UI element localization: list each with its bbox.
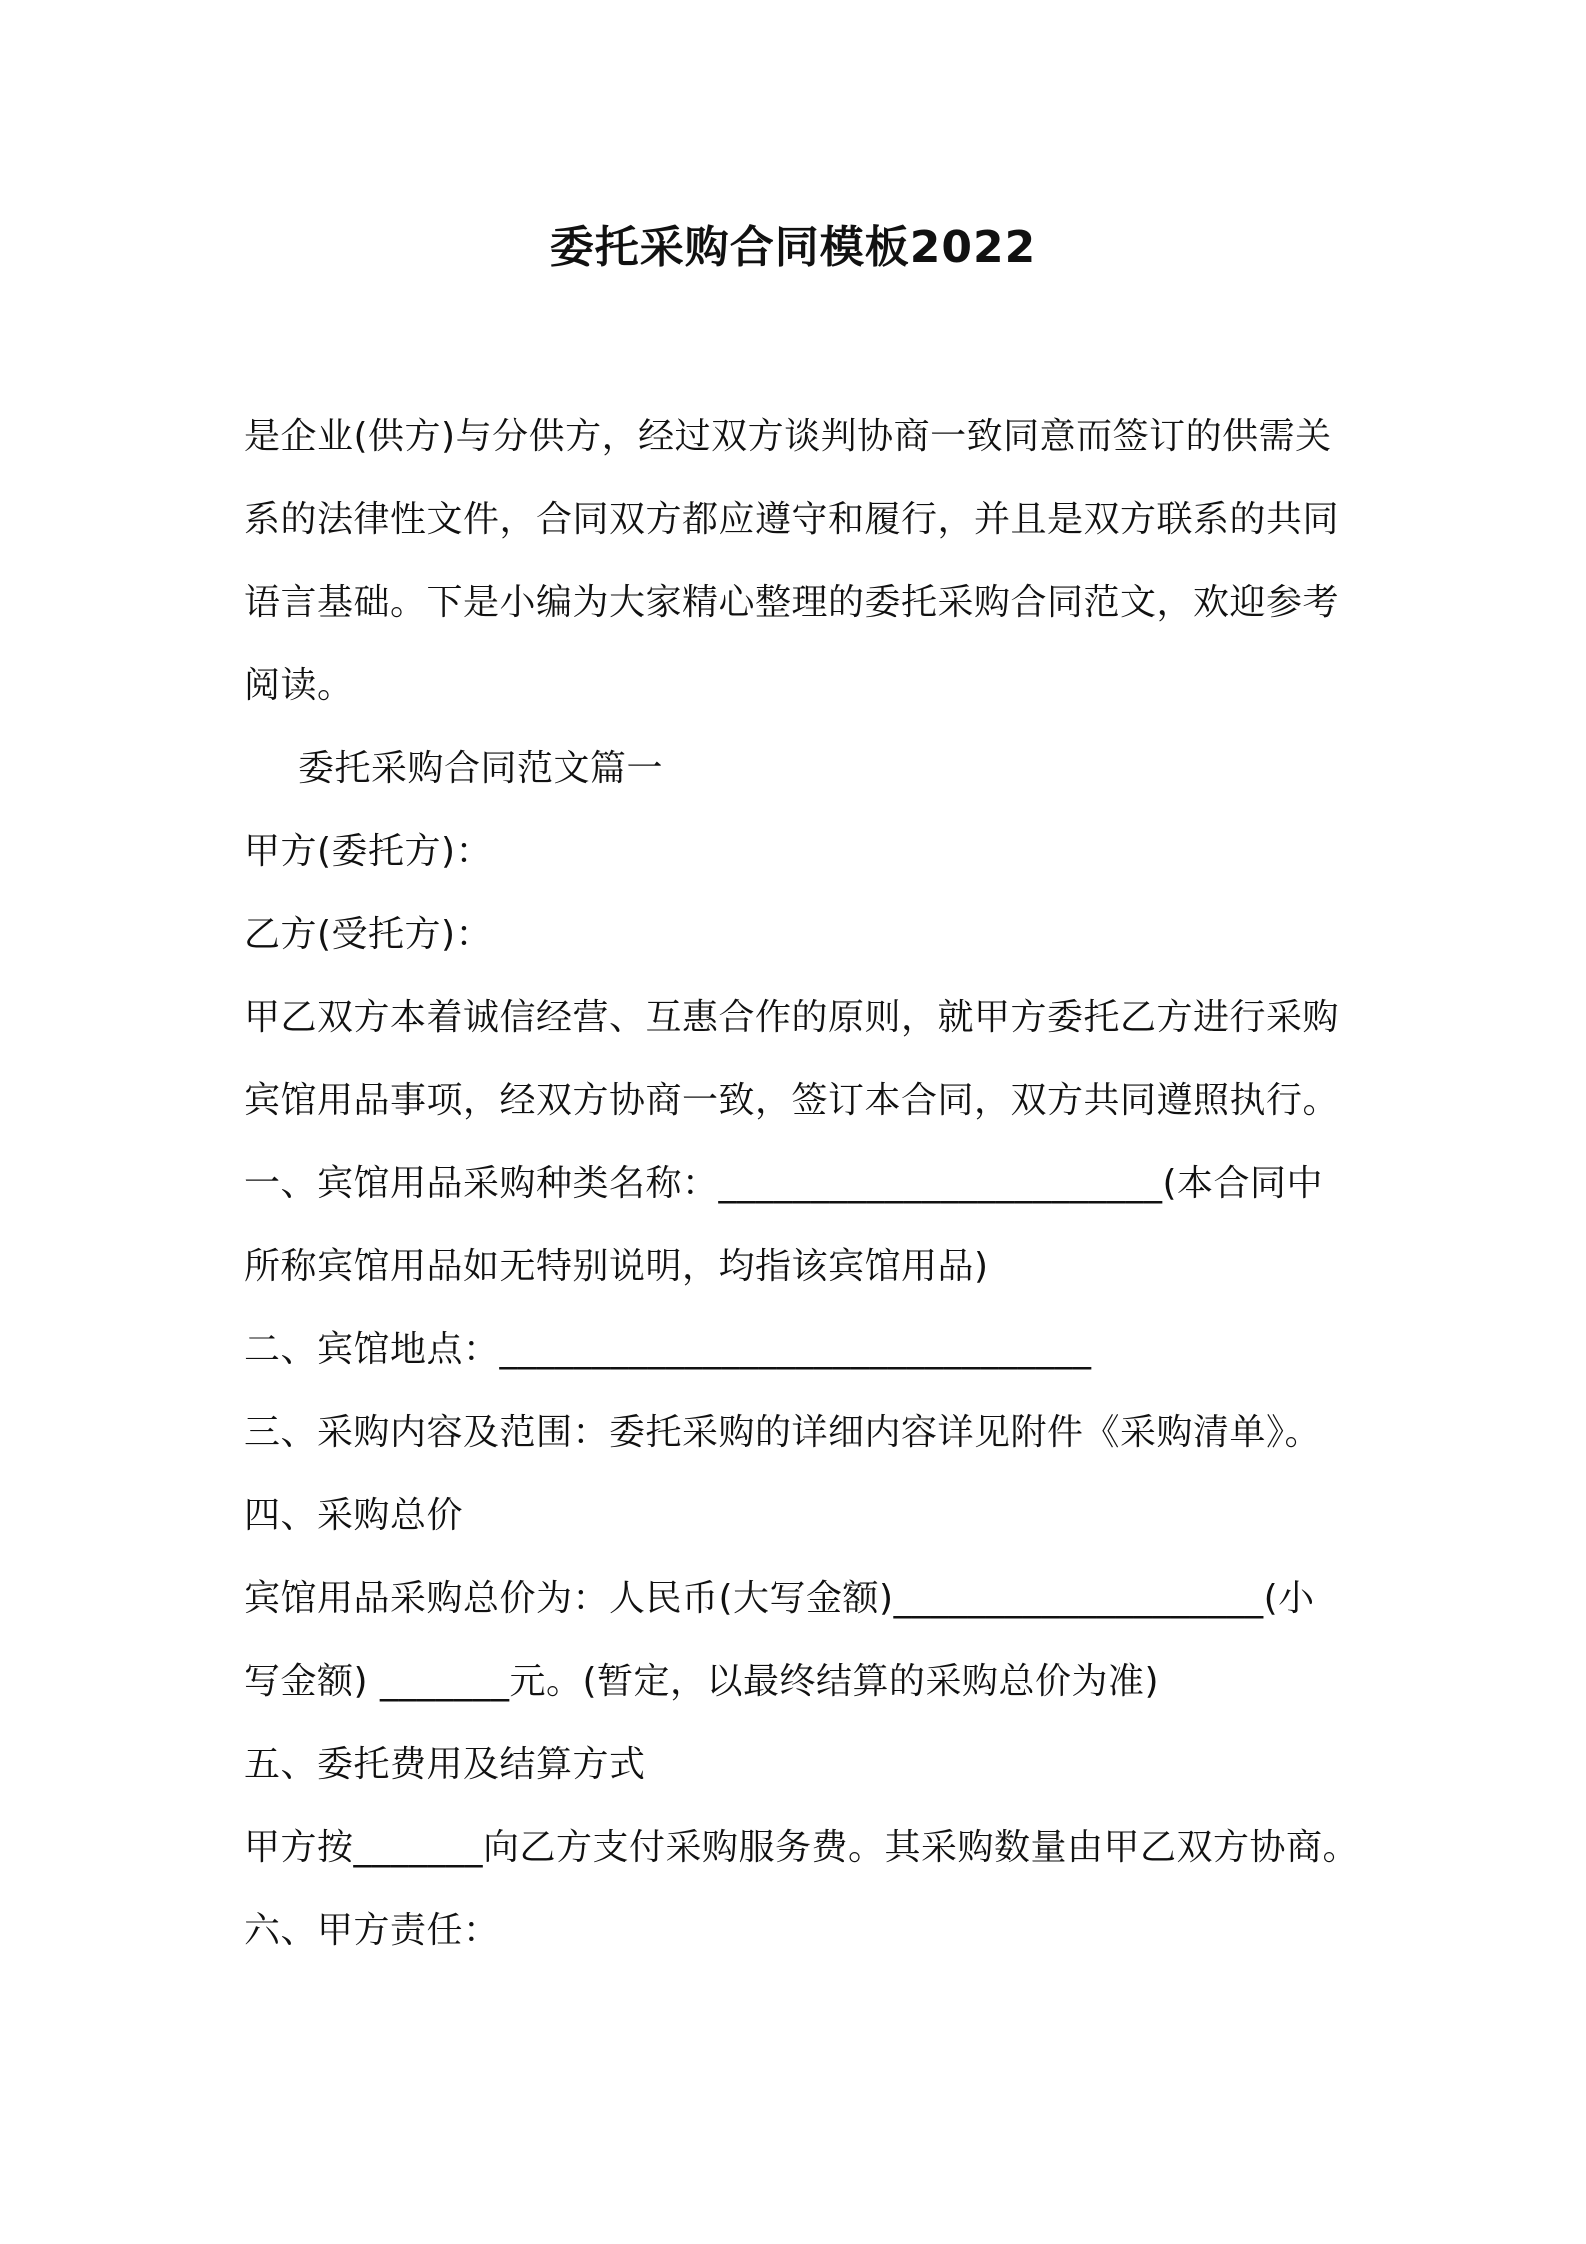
clause-2-line: 二、宾馆地点：________________________________ [244,1329,1092,1370]
clause-5-line: 甲方按_______向乙方支付采购服务费。其采购数量由甲乙双方协商。 [244,1827,1360,1868]
intro-line-3: 语言基础。下是小编为大家精心整理的委托采购合同范文，欢迎参考 [244,582,1340,623]
party-a-line: 甲方(委托方)： [244,831,493,872]
clause-1-line-2: 所称宾馆用品如无特别说明，均指该宾馆用品) [244,1246,989,1287]
document-title: 委托采购合同模板2022 [549,222,1037,273]
clause-4-heading: 四、采购总价 [244,1495,464,1536]
clause-4-line-2: 写金额) _______元。(暂定，以最终结算的采购总价为准) [244,1661,1160,1702]
section-heading: 委托采购合同范文篇一 [298,748,664,789]
intro-line-2: 系的法律性文件，合同双方都应遵守和履行，并且是双方联系的共同 [244,499,1340,540]
party-b-line: 乙方(受托方)： [244,914,493,955]
clause-6-heading: 六、甲方责任： [244,1910,500,1951]
preamble-line-2: 宾馆用品事项，经双方协商一致，签订本合同，双方共同遵照执行。 [244,1080,1340,1121]
clause-5-heading: 五、委托费用及结算方式 [244,1744,646,1785]
clause-3-line: 三、采购内容及范围：委托采购的详细内容详见附件《采购清单》。 [244,1412,1322,1453]
clause-1-line-1: 一、宾馆用品采购种类名称：________________________(本合同中 [244,1163,1324,1204]
intro-line-1: 是企业(供方)与分供方，经过双方谈判协商一致同意而签订的供需关 [244,416,1332,457]
preamble-line-1: 甲乙双方本着诚信经营、互惠合作的原则，就甲方委托乙方进行采购 [244,997,1340,1038]
clause-4-line-1: 宾馆用品采购总价为：人民币(大写金额)____________________(小 [244,1578,1315,1619]
intro-line-4: 阅读。 [244,665,354,706]
